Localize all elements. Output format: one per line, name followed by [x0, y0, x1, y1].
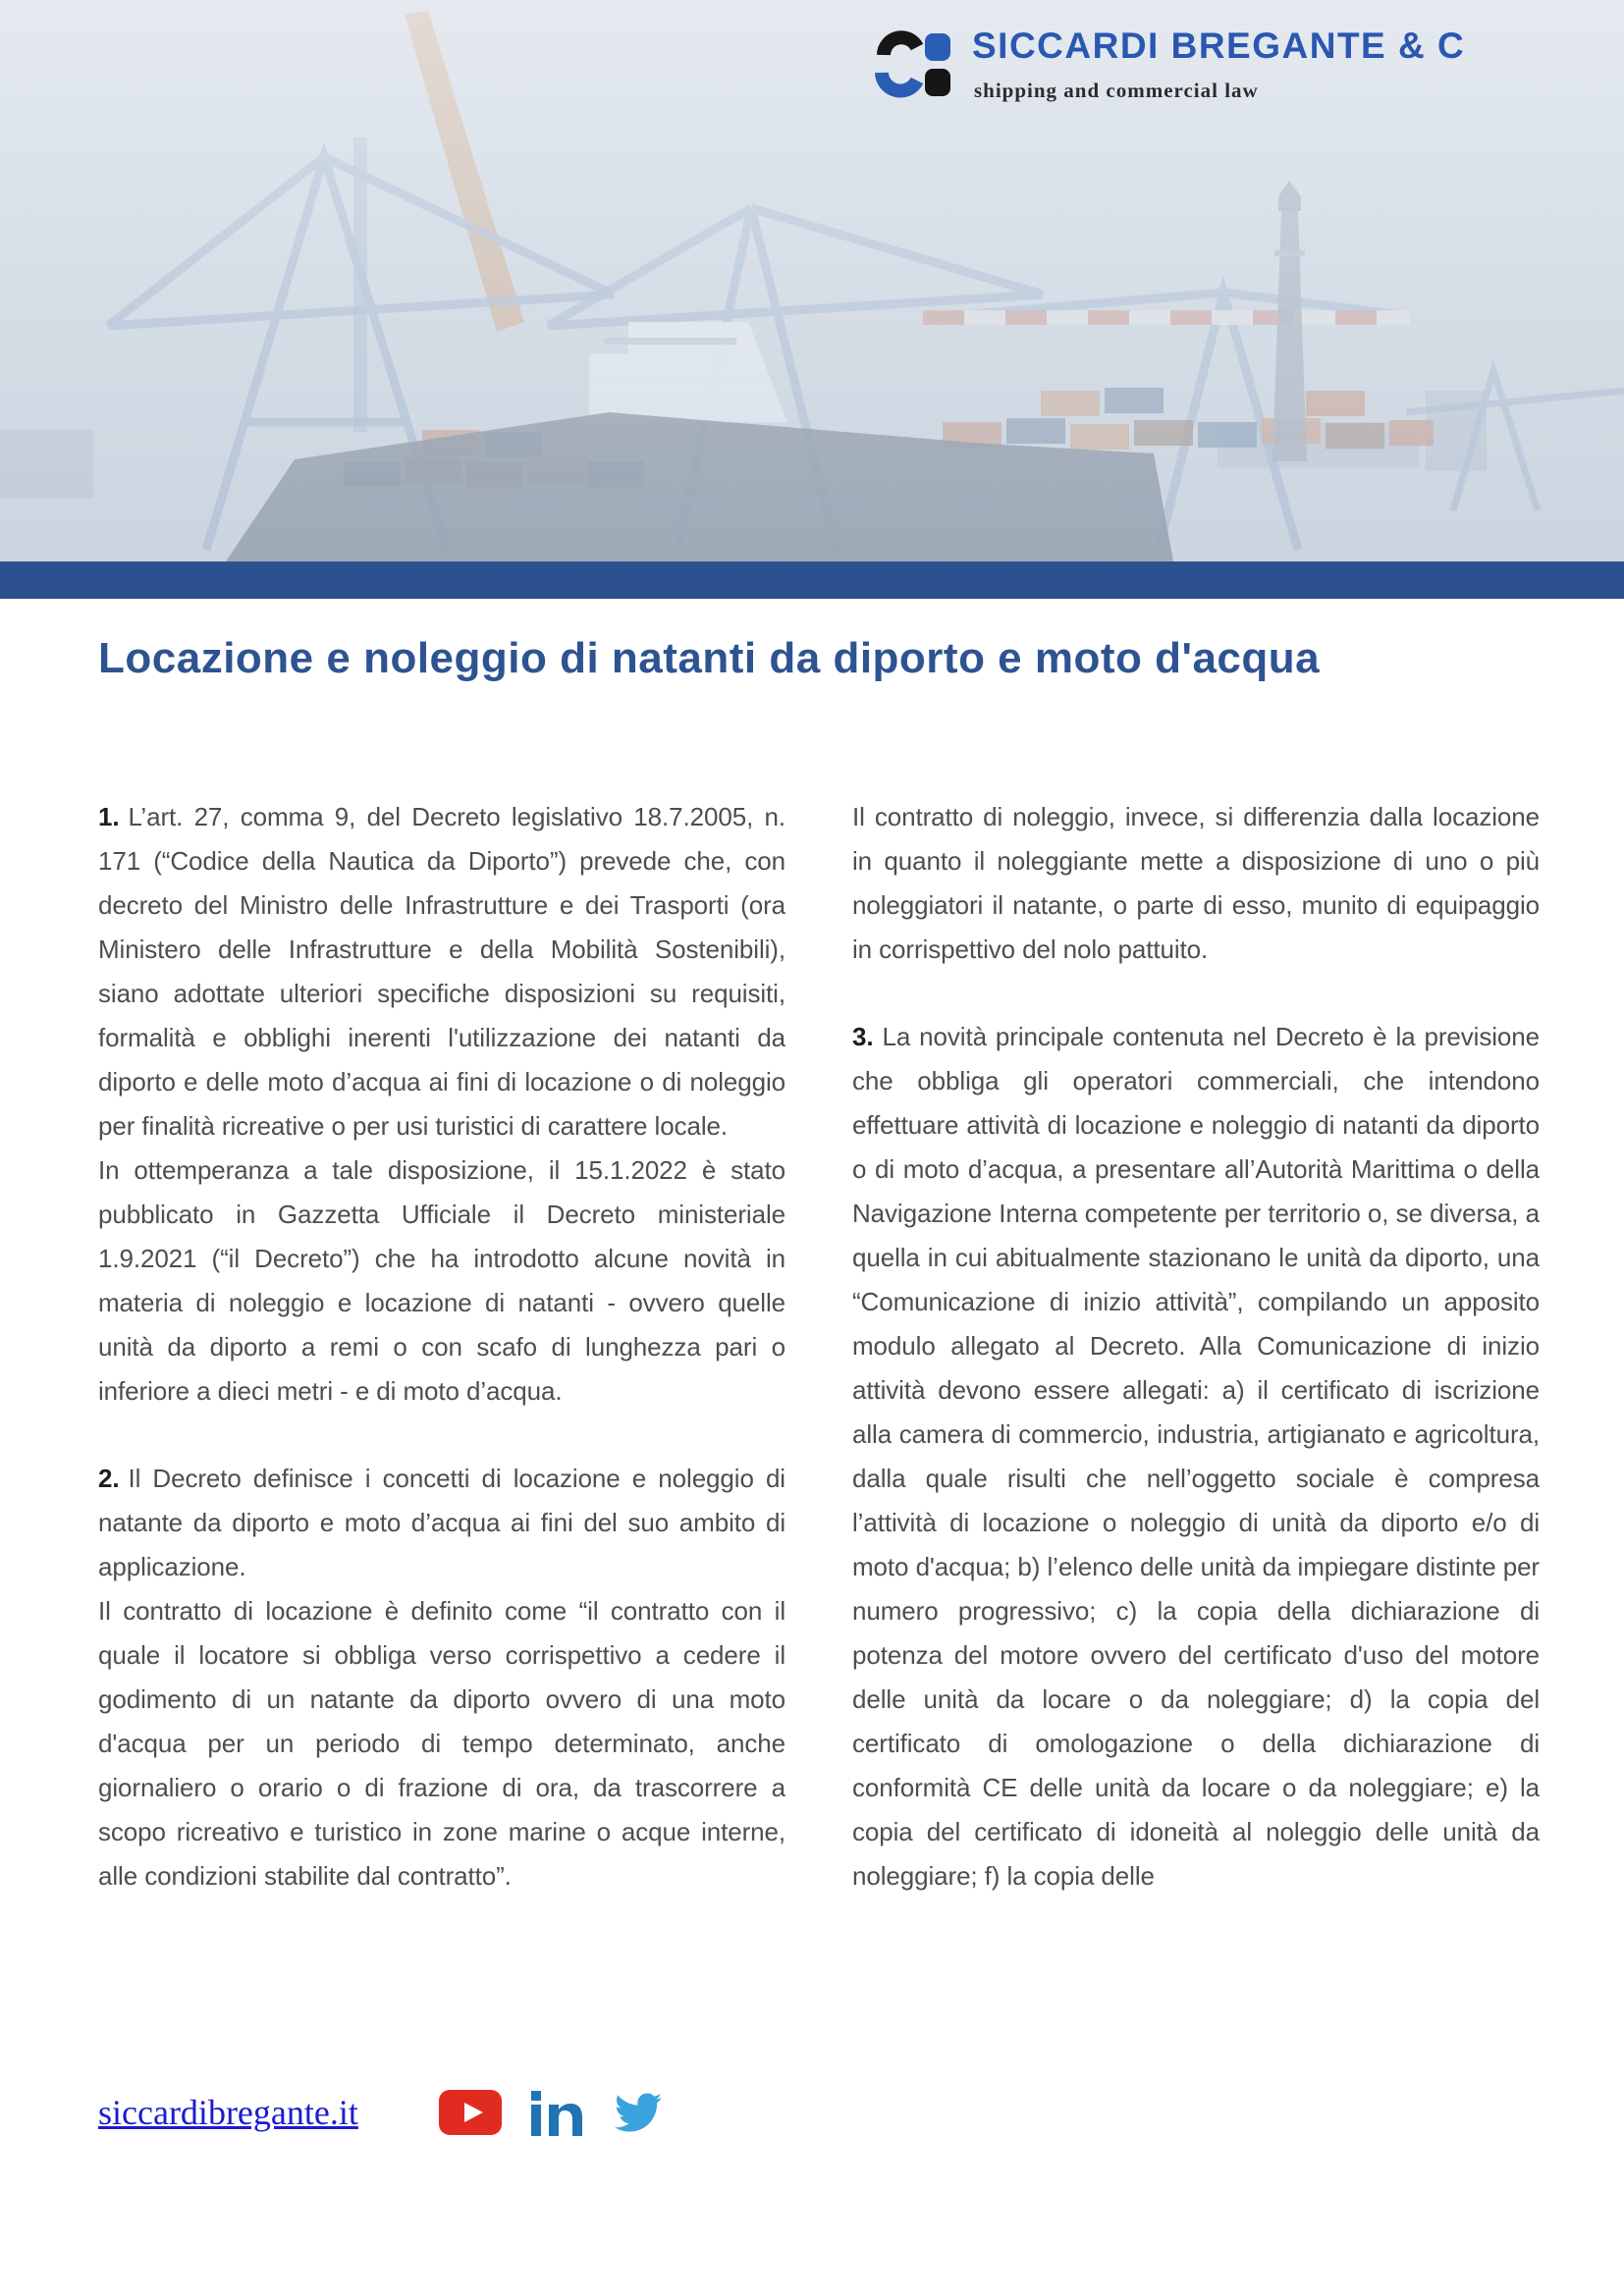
paragraph-text: Il Decreto definisce i concetti di locazione e noleggio di natante da diporto e moto d’acqua ai fini del suo ambito di applicazione. [98, 1464, 785, 1581]
brand-tagline: shipping and commercial law [974, 79, 1259, 102]
website-link[interactable]: siccardibregante.it [98, 2093, 358, 2132]
youtube-icon[interactable] [439, 2090, 502, 2135]
social-icons [439, 2089, 667, 2136]
port-photo [0, 0, 1624, 561]
paragraph-text: La novità principale contenuta nel Decreto è la previsione che obbliga gli operatori commerciali, che intendono effettuare attività di locazione e noleggio di natanti da diporto o di moto d’acqua, a presentare all’Autorità Marittima o della Navigazione Interna competente per territorio o, se diversa, a quella in cui abitualmente stazionano le unità da diporto, una “Comunicazione di inizio attività”, compilando un apposito modulo allegato al Decreto. Alla Comunicazione di inizio attività devono essere allegati: a) il certificato di iscrizione alla camera di commercio, industria, artigianato e agricoltura, dalla quale risulti che nell’oggetto sociale è compresa l’attività di locazione o noleggio di unità da diporto e/o di moto d'acqua; b) l’elenco delle unità da impiegare distinte per numero progressivo; c) la copia della dichiarazione di potenza del motore ovvero del certificato d'uso del motore delle unità da locare o da noleggiare; d) la copia del certificato di omologazione o della dichiarazione di conformità CE delle unità da locare o da noleggiare; e) la copia del certificato di idoneità al noleggio delle unità da noleggiare; f) la copia delle [852, 1022, 1540, 1891]
logo [870, 24, 1577, 132]
linkedin-icon[interactable] [529, 2089, 582, 2136]
paragraph-text: L’art. 27, comma 9, del Decreto legislativo 18.7.2005, n. 171 (“Codice della Nautica da Diporto”) prevede che, con decreto del Ministro delle Infrastrutture e dei Trasporti (ora Ministero delle Infrastrutture e della Mobilità Sostenibili), siano adottate ulteriori specifiche disposizioni su requisiti, formalità e obblighi inerenti l'utilizzazione dei natanti da diporto e delle moto d’acqua ai fini di locazione o di noleggio per finalità ricreative o per usi turistici di carattere locale. [98, 802, 785, 1141]
article-column-right [852, 795, 1540, 1898]
article-column-left [98, 795, 785, 1898]
paragraph-text: In ottemperanza a tale disposizione, il 15.1.2022 è stato pubblicato in Gazzetta Ufficiale il Decreto ministeriale 1.9.2021 (“il Decreto”) che ha introdotto alcune novità in materia di noleggio e locazione di natanti - ovvero quelle unità da diporto a remi o con scafo di lunghezza pari o inferiore a dieci metri - e di moto d’acqua. [98, 1155, 785, 1406]
paragraph [98, 1148, 785, 1414]
paragraph-number: 2. [98, 1464, 120, 1493]
paragraph-text: Il contratto di noleggio, invece, si differenzia dalla locazione in quanto il noleggiante mette a disposizione di uno o più noleggiatori il natante, o parte di esso, munito di equipaggio in corrispettivo del nolo pattuito. [852, 802, 1540, 964]
article-body [98, 795, 1540, 1898]
paragraph-text: Il contratto di locazione è definito come “il contratto con il quale il locatore si obbliga verso corrispettivo a cedere il godimento di un natante da diporto ovvero di una moto d'acqua per un periodo di tempo determinato, anche giornaliero o orario o di frazione di ora, da trascorrere a scopo ricreativo e turistico in zone marine o acque interne, alle condizioni stabilite dal contratto”. [98, 1596, 785, 1891]
paragraph [852, 1015, 1540, 1898]
article-title: Locazione e noleggio di natanti da diporto e moto d'acqua [98, 634, 1321, 682]
paragraph-number: 3. [852, 1022, 874, 1051]
paragraph [98, 795, 785, 1148]
paragraph-number: 1. [98, 802, 120, 831]
paragraph [98, 1457, 785, 1589]
twitter-icon[interactable] [610, 2089, 667, 2136]
paragraph [852, 795, 1540, 972]
divider-bar [0, 561, 1624, 599]
paragraph [98, 1589, 785, 1898]
sb-monogram-logo [870, 27, 956, 108]
brand-name: SICCARDI BREGANTE & C [972, 26, 1466, 66]
footer [98, 2087, 667, 2138]
